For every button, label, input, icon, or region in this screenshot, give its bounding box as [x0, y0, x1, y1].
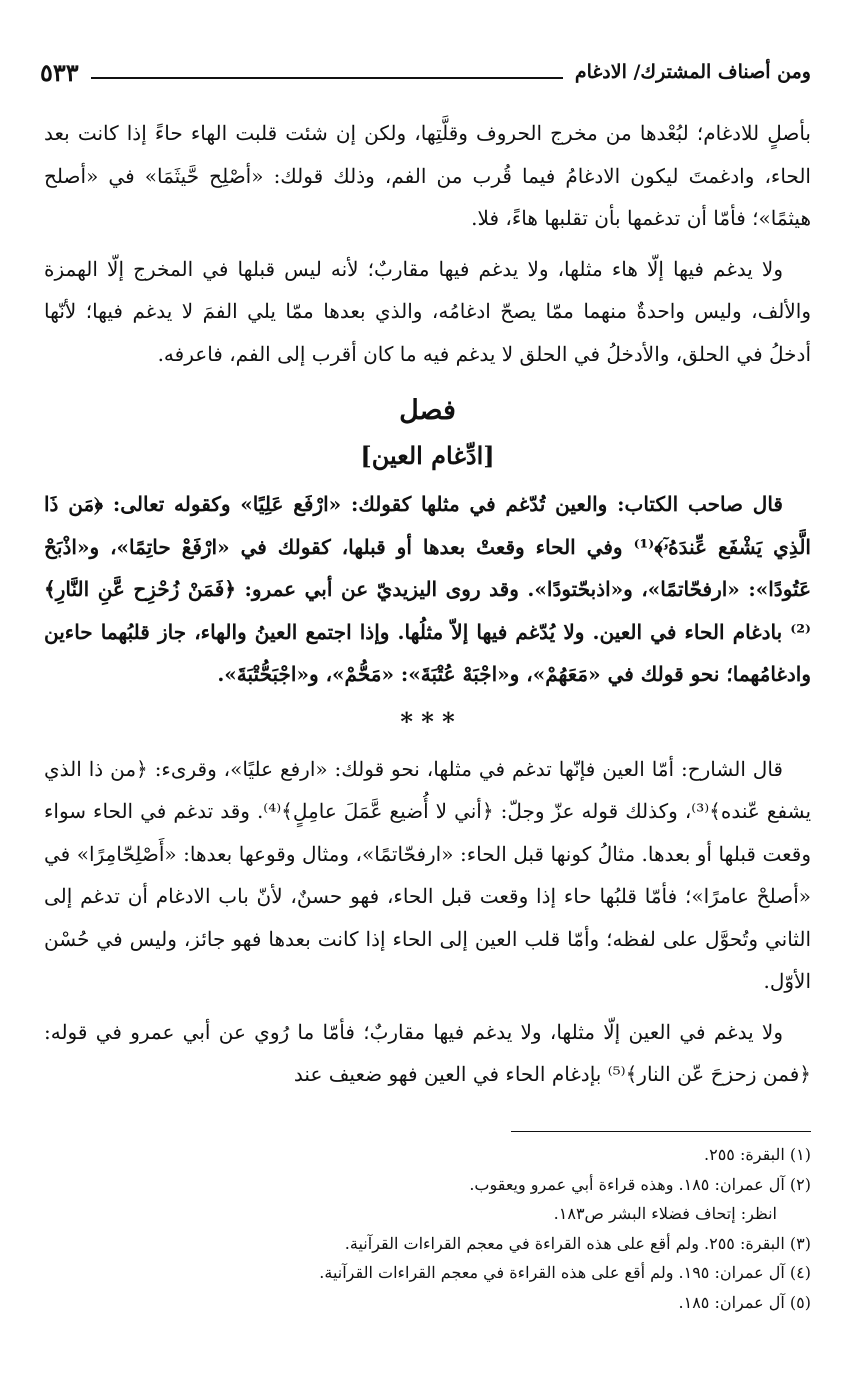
- paragraph-1: بأصلٍ للادغام؛ لبُعْدها من مخرج الحروف وقلَّتِها، ولكن إن شئت قلبت الهاء حاءً إذا كانت بعد الحاء، وادغمتَ ليكون الادغامُ فيما قُرب من الفم، وذلك قولك: «أصْلِح حَّيثَمَا» في «أصلح هيثمًا»؛ فأمّا أن تدغمها بأن تقلبها هاءً، فلا.: [44, 121, 811, 230]
- footnotes: [44, 1140, 811, 1317]
- running-header: [40, 52, 811, 92]
- footnote-1: (١) البقرة: ٢٥٥.: [704, 1145, 811, 1164]
- paragraph-2: ولا يدغم فيها إلّا هاء مثلها، ولا يدغم فيها مقاربٌ؛ لأنه ليس قبلها في المخرج إلّا الهمزة والألف، وليس واحدةٌ منهما ممّا يصحّ ادغامُه، والذي بعدها ممّا يلي الفمَ لا يدغم فيها؛ لأنّها أدخلُ في الحلق، والأدخلُ في الحلق لا يدغم فيه ما كان أقرب إلى الفم، فاعرفه.: [44, 256, 811, 366]
- page-number: ٥٣٣: [40, 57, 79, 87]
- text-paragraph: قال صاحب الكتاب: والعين تُدّغم في مثلها كقولك: «ارْفَع عَلِيًا» وكقوله تعالى: ﴿مَن ذَا الَّذِي يَشْفَع عِّندَهُۥٓ﴾⁽¹⁾ وفي الحاء وقعتْ بعدها أو قبلها، كقولك في «ارْفَعْ حاتِمًا»، و«اذْبَحْ عَتُودًا»: «ارفحّاتمًا»، و«اذبحّتودًا». وقد روى اليزيديّ عن أبي عمرو: ﴿فَمَنْ زُحْزِح عَّنِ النَّارِ﴾⁽²⁾ بادغام الحاء في العين. ولا يُدّغم فيها إلاّ مثلُها. وإذا اجتمع العينُ والهاء، جاز قلبُهما حاءين وادغامُهما؛ نحو قولك في «مَعَهُمْ»، و«اجْبَهْ عُتْبَةَ»: «مَحُّمْ»، و«اجْبَحُّتْبَةَ».: [44, 492, 811, 686]
- footnote-4: (٤) آل عمران: ١٩٥. ولم أقع على هذه القراءة في معجم القراءات القرآنية.: [319, 1263, 811, 1282]
- header-title: ومن أصناف المشترك/ الادغام: [574, 61, 811, 83]
- commentary-paragraph-2: ولا يدغم في العين إلّا مثلها، ولا يدغم فيها مقاربٌ؛ فأمّا ما رُوي عن أبي عمرو في قوله: ﴿فمن زحزحَ عّن النار﴾⁽⁵⁾ بإدغام الحاء في العين فهو ضعيف عند: [44, 1019, 811, 1086]
- footnote-2: (٢) آل عمران: ١٨٥. وهذه قراءة أبي عمرو ويعقوب.: [469, 1174, 811, 1194]
- section-heading: فصل: [399, 395, 456, 426]
- header-rule: [91, 77, 563, 79]
- section-separator: * * *: [400, 706, 455, 736]
- footnote-2-continuation: انظر: إتحاف فضلاء البشر ص١٨٣.: [553, 1204, 777, 1223]
- footnote-divider: [511, 1131, 811, 1132]
- commentary-paragraph-1: قال الشارح: أمّا العين فإنّها تدغم في مثلها، نحو قولك: «ارفع عليًا»، وقرىء: ﴿من ذا الذي يشفع عّنده﴾⁽³⁾، وكذلك قوله عزّ وجلّ: ﴿أني لا أُضيع عَّمَلَ عامِلٍ﴾⁽⁴⁾. وقد تدغم في الحاء سواء وقعت قبلها أو بعدها. مثالُ كونها قبل الحاء: «ارفحّاتمًا»، ومثال وقوعها بعدها: «أَصْلِحّامِرًا» في «أصلحْ عامرًا»؛ فأمّا قلبُها حاء إذا وقعت قبل الحاء، فهو حسنٌ، لأنّ باب الادغام أن تدغم إلى الثاني وتُحوَّل على لفظه؛ وأمّا قلب العين إلى الحاء إذا كانت بعدها فهو جائز، وليس في حُسْن الأوّل.: [44, 756, 812, 993]
- footnote-5: (٥) آل عمران: ١٨٥.: [678, 1292, 811, 1312]
- main-text: [44, 112, 811, 1096]
- section-subheading: [ادِّغام العين]: [360, 441, 495, 470]
- footnote-3: (٣) البقرة: ٢٥٥. ولم أقع على هذه القراءة في معجم القراءات القرآنية.: [344, 1233, 811, 1253]
